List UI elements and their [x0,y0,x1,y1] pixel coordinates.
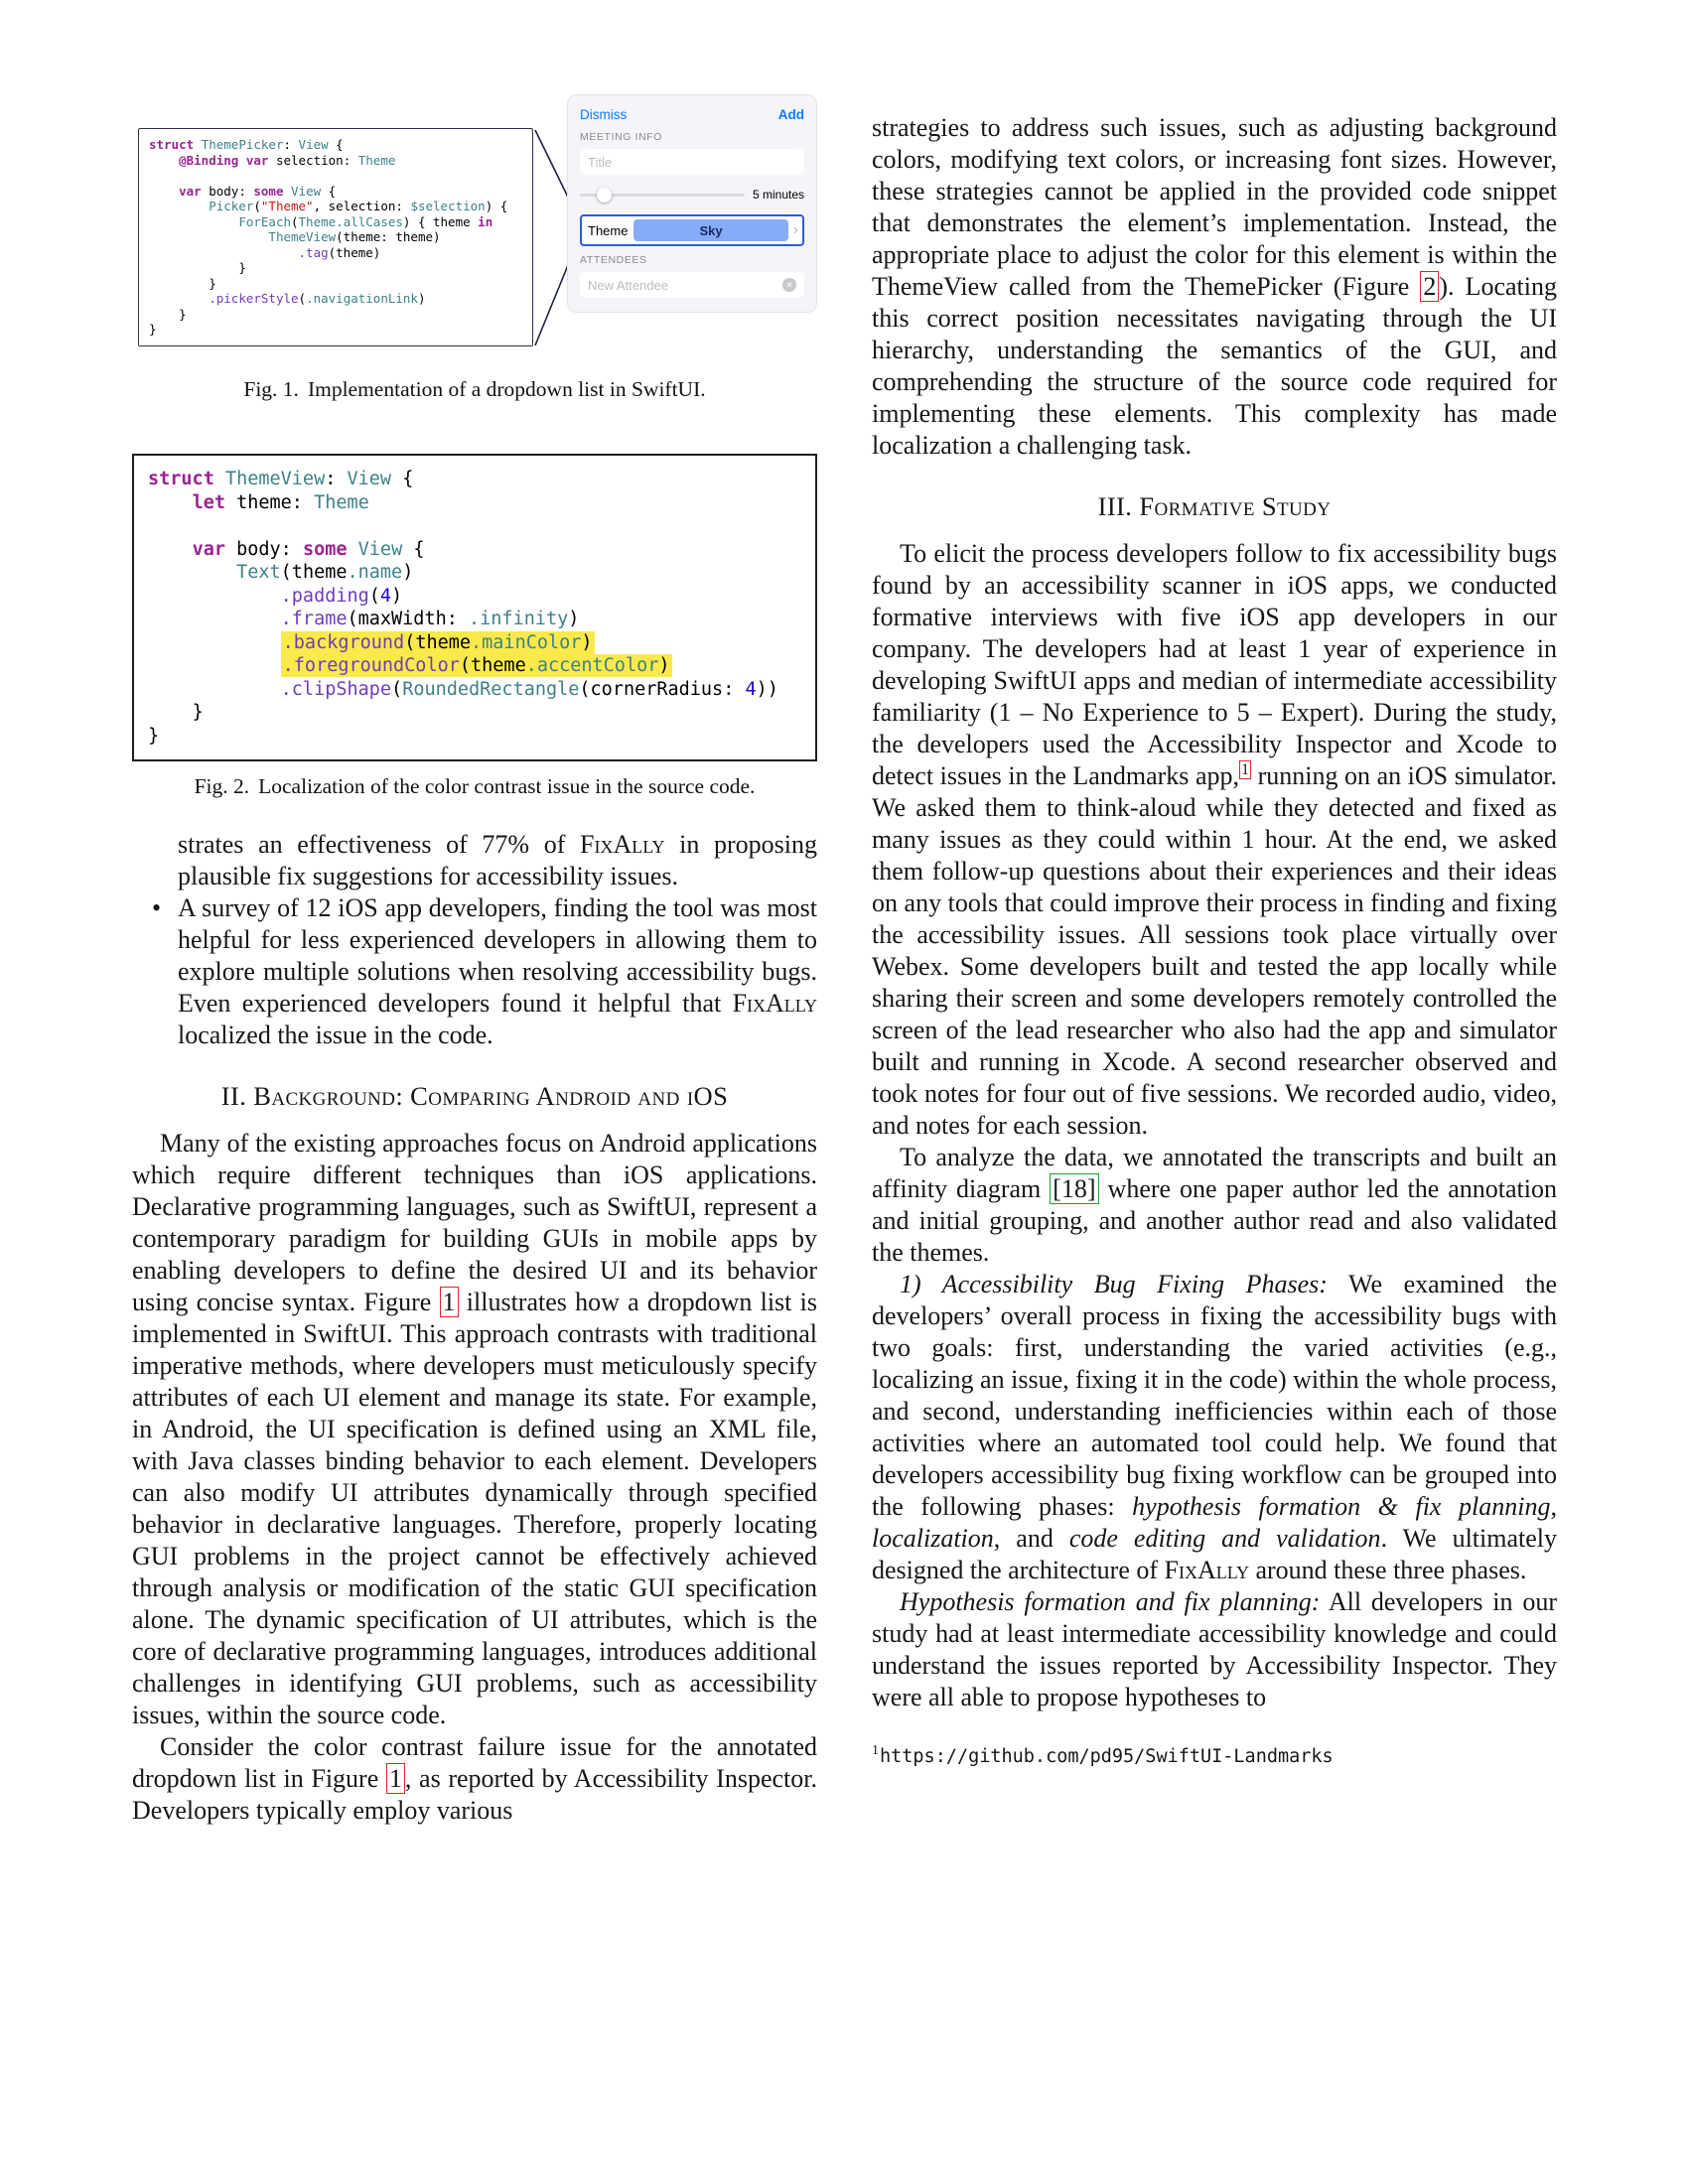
highlighted-code: .foregroundColor(theme.accentColor) [282,655,670,676]
figure-1-caption-text: Implementation of a dropdown list in SwiftUI. [307,377,706,401]
figure-2-caption [132,774,817,799]
slider-value-label: 5 minutes [752,188,804,202]
italic-text: 1) Accessibility Bug Fixing Phases: [900,1270,1328,1298]
paragraph: Consider the color contrast failure issue for the annotated dropdown list in Figure 1 , as reported by Accessibility Inspector. Developers typically employ various [132,1732,817,1825]
duration-slider-row [580,187,804,203]
footnote [872,1743,1557,1768]
title-placeholder: Title [588,154,613,170]
italic-text: localization [872,1524,994,1553]
code-line: .frame(maxWidth: .infinity) [280,609,580,629]
figure-2-code-snippet [132,454,817,761]
theme-picker-row [580,214,804,246]
figure-1-caption [132,377,817,402]
code-line: let theme: Theme [192,491,369,513]
attendees-label: ATTENDEES [580,254,647,266]
code-line: ThemeView(theme: theme) [268,229,441,244]
add-button: Add [777,106,804,122]
smallcaps-text: FixAlly [580,830,665,859]
italic-text: hypothesis formation & fix planning [1132,1492,1551,1521]
code-line: .clipShape(RoundedRectangle(cornerRadius: 4)) [280,678,778,700]
figure-ref-link[interactable]: 2 [1420,271,1439,302]
code-line: .tag(theme) [298,244,381,260]
new-attendee-placeholder: New Attendee [588,277,668,293]
figure-1-canvas [132,94,817,364]
paragraph: To elicit the process developers follow to fix accessibility bugs found by an accessibility scanner in iOS apps, we conducted formative interviews with five iOS app developers in our company. The developers had at least 1 year of experience in developing SwiftUI apps and median of intermediate accessibility familiarity (1 – No Experience to 5 – Expert). During the study, the developers used the Accessibility Inspector and Xcode to detect issues in the Landmarks app, $^1$ running on an iOS simulator. We asked them to think-aloud while they detected and fixed as many issues as they could within 1 hour. At the end, we asked them follow-up questions about their experiences and their ideas on any tools that could improve their process in finding and fixing the accessibility issues. All sessions took place virtually over Webex. Some developers built and tested the app locally while sharing their screen and some developers remotely controlled the screen of the lead researcher who also had the app and simulator built and running in Xcode. A second researcher observed and took notes for four out of five sessions. We recorded audio, video, and notes for each session. [872,539,1557,1140]
figure-2-caption-text: Localization of the color contrast issue in the source code. [258,774,756,798]
code-line: ForEach(Theme.allCases) { theme in [238,213,493,229]
section-heading: II. Background: Comparing Android and iOS [220,1081,729,1111]
smallcaps-text: FixAlly [732,989,817,1018]
code-line: } [192,702,204,723]
code-line: var body: some View { [192,538,425,560]
figure-ref-link[interactable]: 1 [386,1763,405,1794]
figure-ref-link[interactable]: 1 [440,1287,459,1317]
paragraph: • A survey of 12 iOS app developers, finding the tool was most helpful for less experienced developers in allowing them to explore multiple solutions when resolving accessibility bugs. Even experienced developers found it helpful that FixAlly localized the issue in the code. [152,893,817,1049]
bullet-marker: • [152,893,162,922]
paragraph: 1) Accessibility Bug Fixing Phases: We examined the developers’ overall process in fixing the accessibility bugs with two goals: first, understanding the varied activities (e.g., localizing an issue, fixing it in the code) within the whole process, and second, understanding inefficiencies within each of those activities where an automated tool could help. We found that developers accessibility bug fixing workflow can be grouped into the following phases: hypothesis formation & fix planning, localization, and code editing and validation. We ultimately designed the architecture of FixAlly around these three phases. [872,1270,1558,1584]
meeting-info-label: MEETING INFO [580,131,663,143]
meeting-form-screenshot [567,94,817,313]
left-column [132,94,817,1827]
code-line: @Binding var selection: Theme [179,152,396,168]
clear-icon: ✕ [782,278,796,292]
code-line: Picker("Theme", selection: $selection) { [209,199,508,213]
duration-slider [580,194,745,197]
code-line: .padding(4) [280,585,403,607]
figure-1-code-snippet [138,128,533,346]
figure-2-caption-label: Fig. 2. [194,774,250,798]
right-column-text [872,112,1557,1713]
code-line: } [149,322,157,337]
sheet-nav-bar [580,105,804,123]
paragraph: strates an effectiveness of 77% of FixAlly in proposing plausible fix suggestions for accessibility issues. [178,830,817,890]
code-line: var body: some View { [179,183,337,199]
new-attendee-input [580,272,804,298]
footnote-url[interactable]: https://github.com/pd95/SwiftUI-Landmarks [880,1746,1334,1767]
slider-knob-icon [597,188,612,203]
title-input [580,149,804,175]
paragraph: Hypothesis formation and fix planning: All developers in our study had at least intermediate accessibility knowledge and could understand the issues reported by Accessibility Inspector. They were all able to propose hypotheses to [872,1587,1557,1711]
code-line: } [179,306,187,322]
code-line: .pickerStyle(.navigationLink) [209,291,426,306]
section-heading: III. Formative Study [1097,491,1332,521]
dismiss-button: Dismiss [580,106,628,122]
figure-2 [132,454,817,799]
chevron-right-icon: › [792,221,798,238]
figure-1-caption-label: Fig. 1. [243,377,299,401]
right-column [872,112,1557,1768]
footnote-ref-link[interactable]: 1 [1241,761,1249,779]
italic-text: Hypothesis formation and fix planning: [900,1587,1321,1616]
code-line: struct ThemePicker: View { [149,137,344,152]
code-line [148,654,801,678]
code-line: Text(theme.name) [236,562,414,583]
code-line: } [238,260,246,275]
footnote-marker: 1 [872,1743,879,1758]
code-line [148,514,801,538]
theme-value-sky: Sky [633,219,787,241]
smallcaps-text: FixAlly [1164,1556,1249,1584]
paragraph: strategies to address such issues, such as adjusting background colors, modifying text colors, or increasing font sizes. However, these strategies cannot be applied in the provided code snippet that demonstrates the element’s implementation. Instead, the appropriate place to adjust the color for this element is within the ThemeView called from the ThemePicker (Figure 2 ). Locating this correct position necessitates navigating through the UI hierarchy, understanding the semantics of the GUI, and comprehending the structure of the source code required for implementing these elements. This complexity has made localization a challenging task. [872,113,1557,460]
code-line [148,631,801,655]
left-column-text [132,829,817,1827]
code-line: struct ThemeView: View { [148,469,414,489]
citation-link[interactable]: [18] [1050,1173,1098,1204]
paragraph: To analyze the data, we annotated the transcripts and built an affinity diagram [18] where one paper author led the annotation and initial grouping, and another author read and also validated the themes. [872,1143,1557,1267]
italic-text: code editing and validation [1068,1524,1381,1553]
code-line: } [148,725,160,747]
code-line: } [209,275,216,291]
figure-1 [132,94,817,402]
theme-label: Theme [588,222,629,238]
code-line [149,168,522,184]
paragraph: Many of the existing approaches focus on Android applications which require different techniques than iOS applications. Declarative programming languages, such as SwiftUI, represent a contemporary paradigm for building GUIs in mobile apps by enabling developers to define the desired UI and its behavior using concise syntax. Figure 1 illustrates how a dropdown list is implemented in SwiftUI. This approach contrasts with traditional imperative methods, where developers must meticulously specify attributes of each UI element and manage its state. For example, in Android, the UI specification is defined using an XML file, with Java classes binding behavior to each element. Developers can also modify UI attributes dynamically through specified behavior in declarative languages. Therefore, properly locating GUI problems in the project cannot be effectively achieved through analysis or modification of the static GUI specification alone. The dynamic specification of UI attributes, which is the core of declarative programming languages, introduces additional challenges in identifying GUI problems, such as accessibility issues, within the source code. [132,1129,817,1729]
highlighted-code: .background(theme.mainColor) [282,631,593,653]
